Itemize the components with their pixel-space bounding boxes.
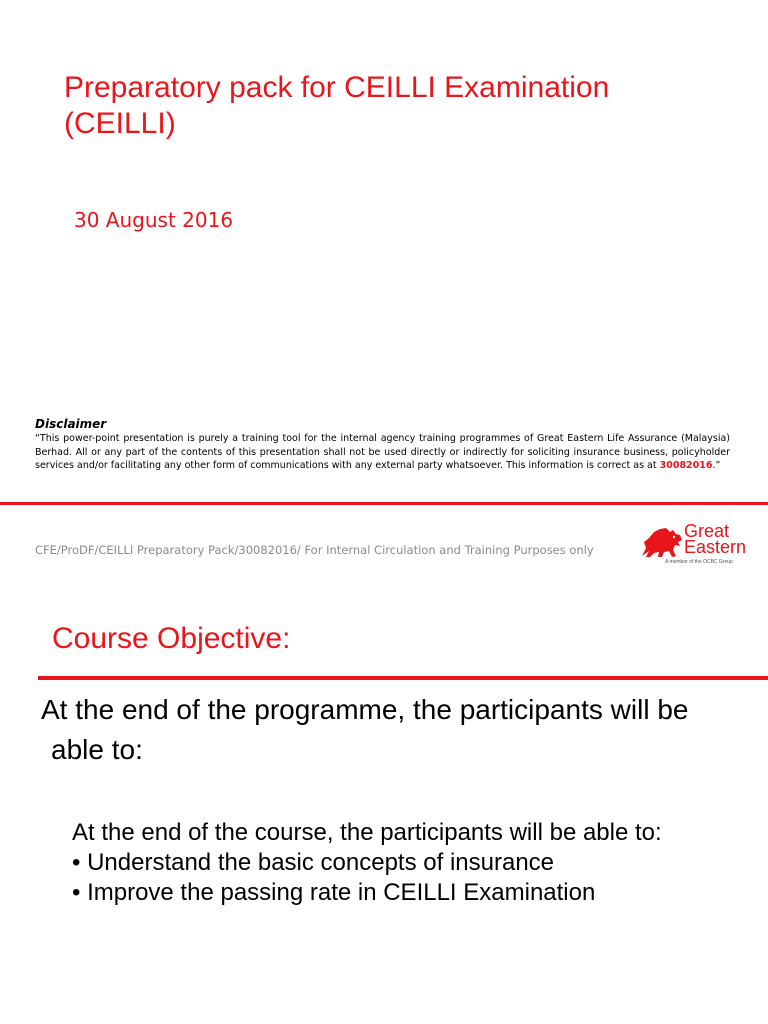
intro-text	[41, 690, 761, 770]
disclaimer-closing: .”	[712, 460, 721, 471]
logo-tagline: A member of the OCBC Group	[665, 559, 733, 565]
intro-line2: able to:	[51, 734, 143, 765]
title-underline	[38, 676, 768, 680]
presentation-date: 30 August 2016	[74, 208, 234, 232]
great-eastern-logo	[640, 518, 758, 568]
logo-text-great: Great	[684, 521, 730, 541]
disclaimer	[35, 416, 730, 473]
slide-title	[64, 70, 609, 142]
slide-title-line1: Preparatory pack for CEILLI Examination	[64, 71, 610, 104]
course-objective-title: Course Objective:	[52, 622, 291, 655]
footer-divider	[0, 502, 768, 505]
course-objective-slide	[0, 590, 768, 1024]
disclaimer-body: “This power-point presentation is purely a training tool for the internal agency training programmes of Great Eastern Life Assurance (Malaysia) Berhad. All or any part of the contents of this presentation shall not be used directly or indirectly for soliciting insurance business, policyholder services and/or facilitating any other form of communications with any external party whatsoever. This information is correct as at	[35, 433, 730, 471]
intro-line1: At the end of the programme, the participants will be	[41, 694, 689, 725]
slide-title-line2: (CEILLI)	[64, 107, 176, 140]
footer-notice: CFE/ProDF/CEILLI Preparatory Pack/30082016/ For Internal Circulation and Training Purposes only	[35, 543, 594, 557]
objective-lead: At the end of the course, the participants will be able to:	[72, 819, 662, 846]
disclaimer-date-highlight: 30082016	[659, 460, 713, 471]
logo-text-eastern: Eastern	[684, 537, 747, 557]
lion-icon	[640, 526, 684, 560]
disclaimer-heading: Disclaimer	[35, 417, 107, 431]
disclaimer-text	[35, 432, 730, 473]
list-item: • Understand the basic concepts of insurance	[72, 849, 555, 876]
objective-body	[72, 818, 752, 908]
list-item: • Improve the passing rate in CEILLI Examination	[72, 879, 596, 906]
objective-list	[72, 848, 752, 908]
